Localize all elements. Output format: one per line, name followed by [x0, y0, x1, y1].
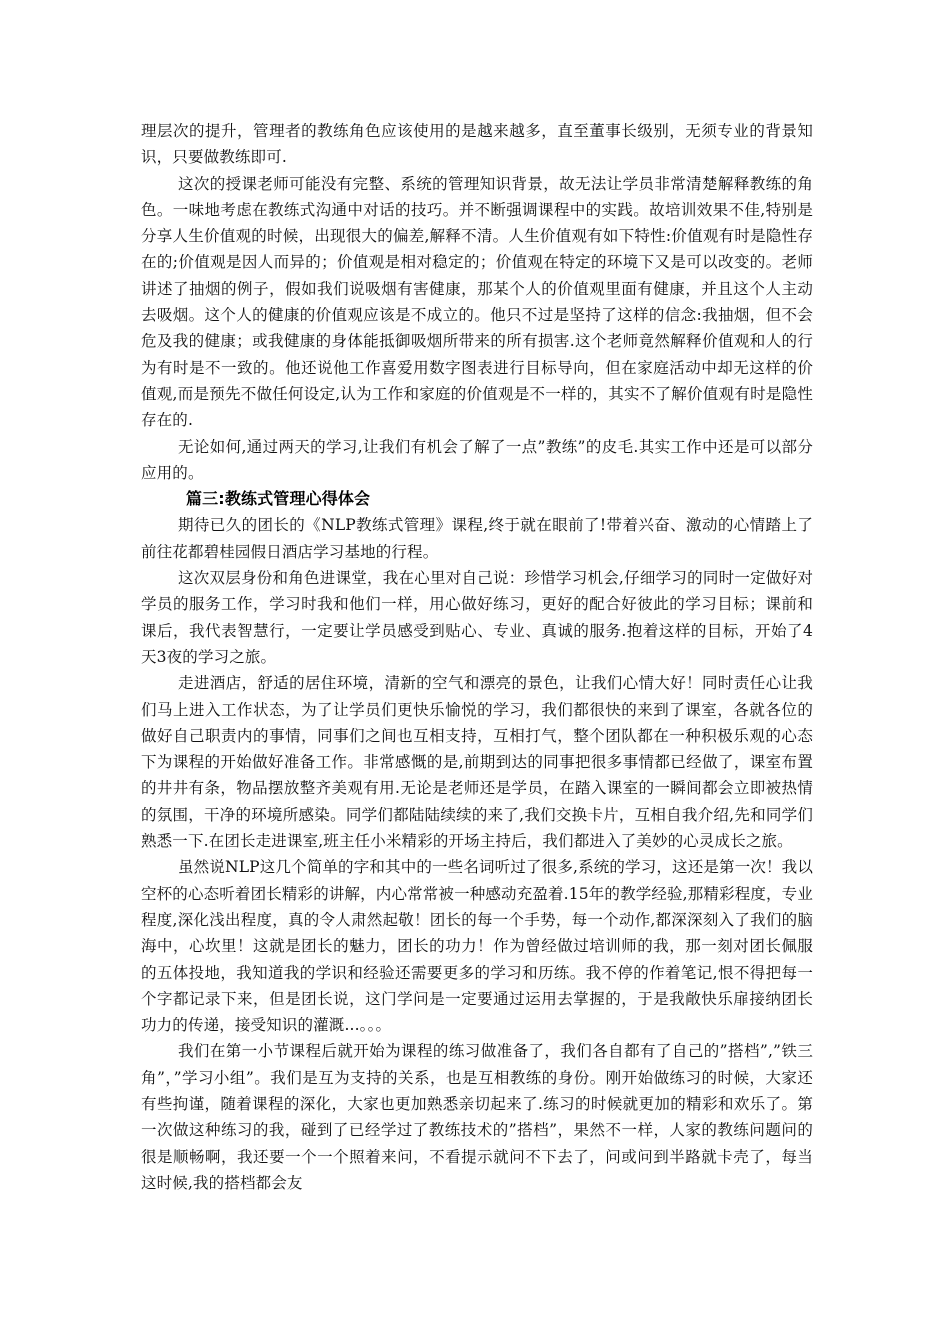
document-body: [141, 118, 813, 1196]
section-heading: 篇三:教练式管理心得体会: [186, 489, 371, 509]
paragraph: 这次双层身份和角色进课堂，我在心里对自己说：珍惜学习机会,仔细学习的同时一定做好对学员的服务工作，学习时我和他们一样，用心做好练习，更好的配合好彼此的学习目标；课前和课后，我代表智慧行，一定要让学员感受到贴心、专业、真诚的服务.抱着这样的目标，开始了4天3夜的学习之旅。: [141, 569, 813, 666]
paragraph-continuation: 理层次的提升，管理者的教练角色应该使用的是越来越多，直至董事长级别，无须专业的背景知识，只要做教练即可.: [141, 122, 813, 167]
paragraph: 无论如何,通过两天的学习,让我们有机会了解了一点”教练”的皮毛.其实工作中还是可以部分应用的。: [141, 437, 813, 482]
paragraph: 虽然说NLP这几个简单的字和其中的一些名词听过了很多,系统的学习，这还是第一次！我以空杯的心态听着团长精彩的讲解，内心常常被一种感动充盈着.15年的教学经验,那精彩程度，专业程度,深化浅出程度，真的令人肃然起敬！团长的每一个手势，每一个动作,都深深刻入了我们的脑海中，心坎里！这就是团长的魅力，团长的功力！作为曾经做过培训师的我，那一刻对团长佩服的五体投地，我知道我的学识和经验还需要更多的学习和历练。我不停的作着笔记,恨不得把每一个字都记录下来，但是团长说，这门学问是一定要通过运用去掌握的，于是我敞快乐扉接纳团长功力的传递，接受知识的灌溉...。。。: [141, 858, 813, 1035]
paragraph: 期待已久的团长的《NLP教练式管理》课程,终于就在眼前了!带着兴奋、激动的心情踏上了前往花都碧桂园假日酒店学习基地的行程。: [141, 516, 813, 561]
paragraph: 走进酒店，舒适的居住环境，清新的空气和漂亮的景色，让我们心情大好！同时责任心让我们马上进入工作状态，为了让学员们更快乐愉悦的学习，我们都很快的来到了课室，各就各位的做好自己职责内的事情，同事们之间也互相支持，互相打气，整个团队都在一种积极乐观的心态下为课程的开始做好准备工作。非常感慨的是,前期到达的同事把很多事情都已经做了，课室布置的井井有条，物品摆放整齐美观有用.无论是老师还是学员，在踏入课室的一瞬间都会立即被热情的氛围，干净的环境所感染。同学们都陆陆续续的来了,我们交换卡片，互相自我介绍,先和同学们熟悉一下.在团长走进课室,班主任小米精彩的开场主持后，我们都进入了美妙的心灵成长之旅。: [141, 674, 813, 851]
paragraph: 这次的授课老师可能没有完整、系统的管理知识背景，故无法让学员非常清楚解释教练的角色。一味地考虑在教练式沟通中对话的技巧。并不断强调课程中的实践。故培训效果不佳,特别是分享人生价值观的时候，出现很大的偏差,解释不清。人生价值观有如下特性:价值观有时是隐性存在的;价值观是因人而异的；价值观是相对稳定的；价值观在特定的环境下又是可以改变的。老师讲述了抽烟的例子，假如我们说吸烟有害健康，那某个人的价值观里面有健康，并且这个人主动去吸烟。这个人的健康的价值观应该是不成立的。他只不过是坚持了这样的信念:我抽烟，但不会危及我的健康；或我健康的身体能抵御吸烟所带来的所有损害.这个老师竟然解释价值观和人的行为有时是不一致的。他还说他工作喜爱用数字图表进行目标导向，但在家庭活动中却无这样的价值观,而是预先不做任何设定,认为工作和家庭的价值观是不一样的，其实不了解价值观有时是隐性存在的.: [141, 174, 813, 430]
paragraph: 我们在第一小节课程后就开始为课程的练习做准备了，我们各自都有了自己的”搭档”,”铁三角”，”学习小组”。我们是互为支持的关系，也是互相教练的身份。刚开始做练习的时候，大家还有些拘谨，随着课程的深化，大家也更加熟悉亲切起来了.练习的时候就更加的精彩和欢乐了。第一次做这种练习的我，碰到了已经学过了教练技术的”搭档”，果然不一样，人家的教练问题问的很是顺畅啊，我还要一个一个照着来问，不看提示就问不下去了，问或问到半路就卡壳了，每当这时候,我的搭档都会友: [141, 1042, 813, 1192]
